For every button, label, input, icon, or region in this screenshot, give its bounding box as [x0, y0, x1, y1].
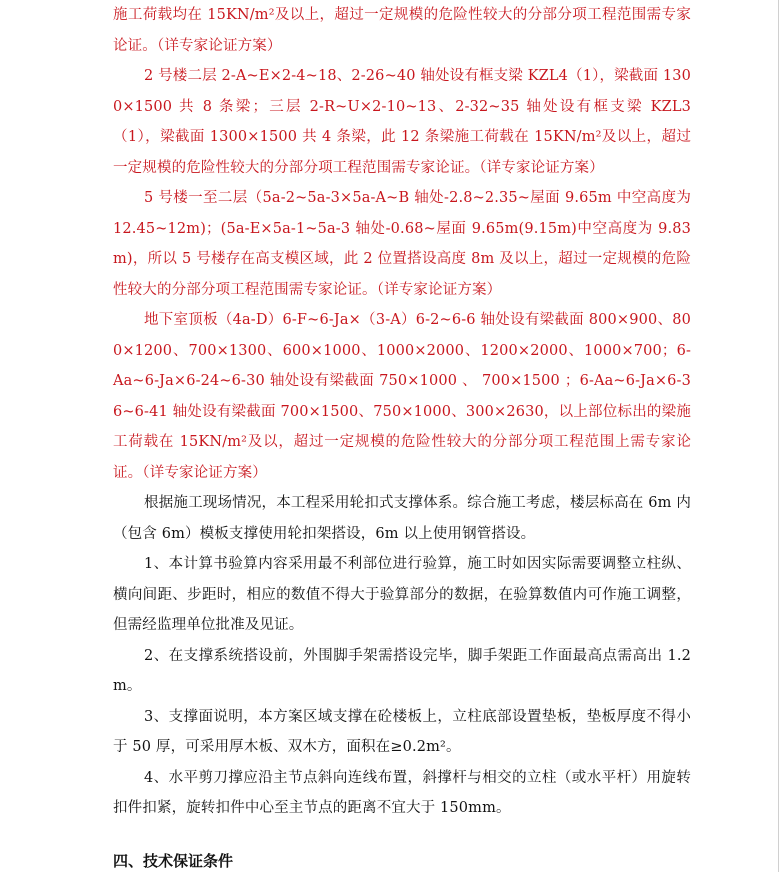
document-body	[113, 0, 691, 824]
paragraph-basement-roof-beams: 地下室顶板（4a-D）6-F~6-Ja×（3-A）6-2~6-6 轴处设有梁截面 800×900、800×1200、700×1300、600×1000、1000×2000、1200×2000、1000×700；6-Aa~6-Ja×6-24~6-30 轴处设有梁截面 750×1000 、 700×1500 ；6-Aa~6-Ja×6-36~6-41 轴处设有梁截面 700×1500、750×1000、300×2630，以上部位标出的梁施工荷载在 15KN/m²及以，超过一定规模的危险性较大的分部分项工程范围上需专家论证。（详专家论证方案）	[113, 312, 691, 481]
paragraph-support-system: 根据施工现场情况，本工程采用轮扣式支撑体系。综合施工考虑，楼层标高在 6m 内（包含 6m）模板支撑使用轮扣架搭设，6m 以上使用钢管搭设。	[113, 495, 691, 542]
paragraph-note-4: 4、水平剪刀撑应沿主节点斜向连线布置，斜撑杆与相交的立柱（或水平杆）用旋转扣件扣紧，旋转扣件中心至主节点的距离不宜大于 150mm。	[113, 769, 691, 816]
page-edge-divider	[778, 0, 779, 872]
paragraph-note-1: 1、本计算书验算内容采用最不利部位进行验算，施工时如因实际需要调整立柱纵、横向间距、步距时，相应的数值不得大于验算部分的数据，在验算数值内可作施工调整，但需经监理单位批准及见证。	[113, 556, 691, 633]
paragraph-load-expert-review: 施工荷载均在 15KN/m²及以上，超过一定规模的危险性较大的分部分项工程范围需专家论证。（详专家论证方案）	[113, 7, 691, 54]
paragraph-note-2: 2、在支撑系统搭设前，外围脚手架需搭设完毕，脚手架距工作面最高点需高出 1.2m。	[113, 647, 691, 694]
paragraph-building-5-high-formwork: 5 号楼一至二层（5a-2~5a-3×5a-A~B 轴处-2.8~2.35~屋面 9.65m 中空高度为 12.45~12m)；(5a-E×5a-1~5a-3 轴处-0.68~屋面 9.65m(9.15m)中空高度为 9.83m)，所以 5 号楼存在高支模区域，此 2 位置搭设高度 8m 及以上，超过一定规模的危险性较大的分部分项工程范围需专家论证。（详专家论证方案）	[113, 190, 691, 298]
section-heading: 四、技术保证条件	[113, 852, 234, 870]
paragraph-building-2-transfer-beams: 2 号楼二层 2-A~E×2-4~18、2-26~40 轴处设有框支梁 KZL4（1），梁截面 1300×1500 共 8 条梁；三层 2-R~U×2-10~13、2-32~35 轴处设有框支梁 KZL3（1），梁截面 1300×1500 共 4 条梁，此 12 条梁施工荷载在 15KN/m²及以上，超过一定规模的危险性较大的分部分项工程范围需专家论证。（详专家论证方案）	[113, 68, 691, 176]
paragraph-note-3: 3、支撑面说明，本方案区域支撑在砼楼板上，立柱底部设置垫板，垫板厚度不得小于 50 厚，可采用厚木板、双木方，面积在≥0.2m²。	[113, 708, 691, 755]
